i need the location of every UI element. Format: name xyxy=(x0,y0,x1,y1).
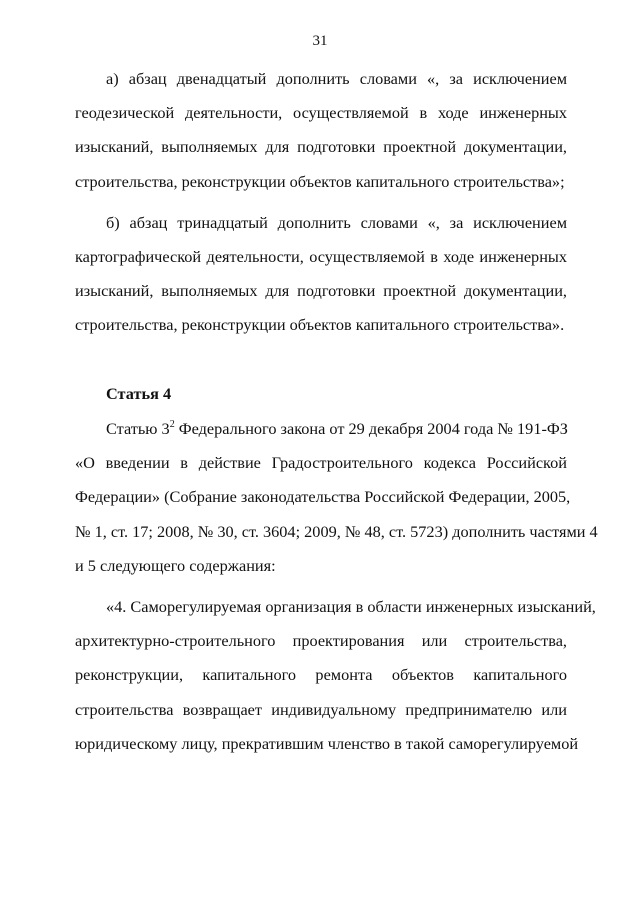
article-intro-line xyxy=(75,412,567,446)
para-b-line-1: б) абзац тринадцатый дополнить словами «, за исключением xyxy=(106,212,567,232)
quote-line-4: строительства возвращает индивидуальному предпринимателю или xyxy=(75,699,567,719)
amendment-block xyxy=(75,62,567,343)
article-intro-rest: Федерального закона от 29 декабря 2004 года № 191-ФЗ xyxy=(174,419,568,438)
article-intro-start: Статью 3 xyxy=(106,419,170,438)
quote-line-3: реконструкции, капитального ремонта объектов капитального xyxy=(75,665,567,685)
para-a-line-3: изысканий, выполняемых для подготовки проектной документации, xyxy=(75,137,567,157)
article-line-5: и 5 следующего содержания: xyxy=(75,555,276,575)
article-heading: Статья 4 xyxy=(106,384,172,403)
para-b-line-3: изысканий, выполняемых для подготовки проектной документации, xyxy=(75,281,567,301)
article-intro-superscript: 2 xyxy=(169,419,175,430)
para-a-line-1: а) абзац двенадцатый дополнить словами «, за исключением xyxy=(106,69,567,88)
para-b-line-2: картографической деятельности, осуществляемой в ходе инженерных xyxy=(75,246,567,266)
quote-line-2: архитектурно-строительного проектирования или строительства, xyxy=(75,631,567,651)
article-line-4: № 1, ст. 17; 2008, № 30, ст. 3604; 2009, № 48, ст. 5723) дополнить частями 4 xyxy=(75,521,598,541)
para-a-line-2: геодезической деятельности, осуществляемой в ходе инженерных xyxy=(75,103,567,123)
quote-line-5: юридическому лицу, прекратившим членство в такой саморегулируемой xyxy=(75,733,579,753)
para-a-line-4: строительства, реконструкции объектов капитального строительства»; xyxy=(75,171,565,191)
page-number: 31 xyxy=(312,33,328,49)
article-line-3: Федерации» (Собрание законодательства Российской Федерации, 2005, xyxy=(75,487,571,507)
para-b-line-4: строительства, реконструкции объектов капитального строительства». xyxy=(75,315,565,335)
article-line-2: «О введении в действие Градостроительного кодекса Российской xyxy=(75,453,567,473)
article-body xyxy=(75,412,598,761)
quote-line-1: «4. Саморегулируемая организация в области инженерных изысканий, xyxy=(106,596,596,616)
